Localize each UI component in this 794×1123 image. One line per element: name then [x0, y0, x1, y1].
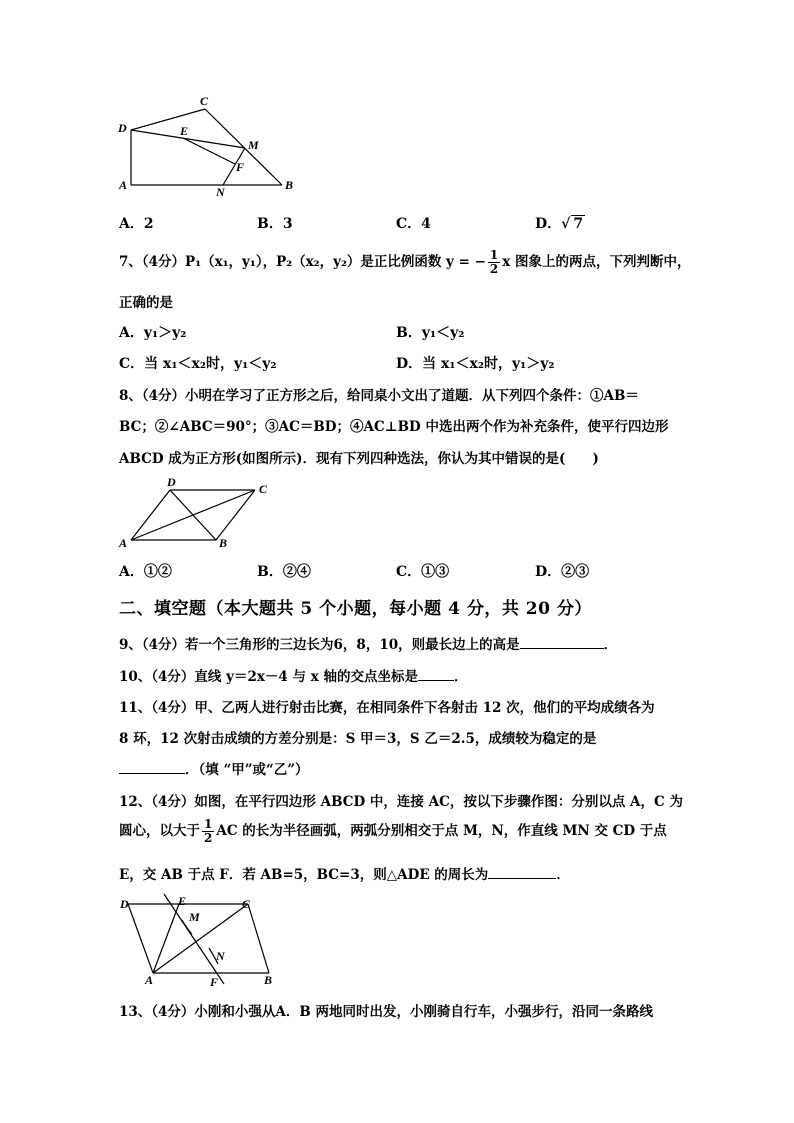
q11-line1: 11、（4分）甲、乙两人进行射击比赛，在相同条件下各射击 12 次，他们的平均成绩各为: [119, 700, 655, 716]
q12-line2-pre: 圆心，以大于: [119, 823, 200, 839]
q8-option-b[interactable]: B．②④: [257, 564, 311, 580]
q12-line1: 12、（4分）如图，在平行四边形 ABCD 中，连接 AC，按以下步骤作图：分别以点 A，C 为: [119, 794, 683, 810]
q8-line3: ABCD 成为正方形(如图所示)．现有下列四种选法，你认为其中错误的是( ): [119, 451, 599, 467]
q12-label-N: N: [216, 949, 225, 963]
q12-answer-blank[interactable]: [488, 866, 556, 879]
q6-label-D: D: [118, 121, 127, 135]
sqrt-icon: √: [561, 216, 571, 232]
q9-text: 9、（4分）若一个三角形的三边长为6，8，10，则最长边上的高是: [119, 637, 520, 653]
q7-line1: [119, 249, 691, 276]
q8-label-D: D: [167, 475, 176, 489]
q10-text: 10、（4分）直线 y＝2x－4 与 x 轴的交点坐标是: [119, 669, 418, 685]
q8-line1: 8、（4分）小明在学习了正方形之后，给同桌小文出了道题．从下列四个条件：①AB＝: [119, 388, 639, 404]
q10-answer-blank[interactable]: [418, 668, 454, 681]
q12-label-C: C: [242, 897, 251, 911]
q11-line2: 8 环，12 次射击成绩的方差分别是：S 甲＝3，S 乙＝2.5，成绩较为稳定的是: [119, 731, 597, 747]
q12-line3-text: E，交 AB 于点 F．若 AB=5，BC=3，则△ADE 的周长为: [119, 867, 489, 883]
q7-option-a[interactable]: A．y₁＞y₂: [119, 325, 187, 341]
q9-answer-blank[interactable]: [520, 636, 604, 649]
q12-label-A: A: [145, 973, 154, 987]
q9-end: ．: [603, 637, 618, 653]
q12-line2: [119, 818, 667, 845]
q7-line2: 正确的是: [119, 295, 173, 311]
q7-option-c[interactable]: C．当 x₁＜x₂时，y₁＜y₂: [119, 356, 277, 372]
q12-label-D: D: [120, 897, 129, 911]
q10-end: ．: [453, 669, 468, 685]
q6-figure: [110, 92, 310, 198]
q8-figure: [115, 474, 280, 554]
q7-line1-post: x 图象上的两点，下列判断中，: [502, 254, 691, 270]
q6-label-N: N: [216, 185, 225, 198]
q12-line-DA: [128, 904, 153, 973]
q12-label-B: B: [264, 973, 273, 987]
q6-option-c[interactable]: C．4: [396, 216, 431, 232]
q12-label-E: E: [178, 894, 187, 908]
q6-option-a[interactable]: A．2: [119, 216, 154, 232]
q13-line1: 13、（4分）小刚和小强从A．B 两地同时出发，小刚骑自行车，小强步行，沿同一条路线: [119, 1004, 654, 1020]
q6-label-F: F: [236, 160, 245, 174]
q12-frac-den: 2: [204, 831, 213, 845]
q7-fraction: [488, 249, 500, 276]
q6-option-b[interactable]: B．3: [257, 216, 293, 232]
q6-line-DC: [131, 109, 205, 130]
q8-option-a[interactable]: A．①②: [119, 564, 172, 580]
q7-line1-pre: 7、（4分）P₁（x₁，y₁），P₂（x₂，y₂）是正比例函数 y = −: [119, 254, 486, 270]
q7-option-b[interactable]: B．y₁＜y₂: [396, 325, 465, 341]
q7-option-d[interactable]: D．当 x₁＜x₂时，y₁＞y₂: [396, 356, 555, 372]
q12-line2-post: AC 的长为半径画弧，两弧分别相交于点 M，N，作直线 MN 交 CD 于点: [216, 823, 667, 839]
q12-label-F: F: [210, 975, 219, 989]
q12-line-CB: [248, 904, 269, 973]
q6-label-C: C: [200, 94, 209, 108]
q11-line3-end: ．（填 “甲”或“乙”）: [185, 762, 309, 778]
q6-option-d-prefix: D．: [535, 216, 562, 232]
q8-option-c[interactable]: C．①③: [396, 564, 450, 580]
q12-frac-num: 1: [204, 817, 213, 831]
q7-frac-num: 1: [489, 248, 499, 262]
q8-label-A: A: [119, 536, 128, 550]
q6-option-d-radicand: 7: [573, 216, 584, 232]
q12-figure: [112, 890, 292, 990]
q8-line-DB: [170, 490, 216, 540]
q11-answer-blank[interactable]: [119, 761, 185, 774]
q11-line3: [119, 758, 309, 778]
q6-label-E: E: [180, 124, 189, 138]
q12-line-AC: [153, 904, 248, 973]
q6-label-A: A: [119, 178, 128, 192]
q6-label-M: M: [248, 138, 259, 152]
q12-fraction: [202, 818, 214, 845]
q8-label-C: C: [259, 482, 268, 496]
q12-line-MN: [164, 894, 224, 984]
q9-line: [119, 633, 617, 653]
q8-label-B: B: [219, 536, 228, 550]
q12-line-AE: [153, 904, 179, 973]
q10-line: [119, 665, 467, 685]
q12-line3-end: ．: [556, 867, 570, 883]
q6-label-B: B: [285, 178, 294, 192]
q12-line3: [119, 863, 570, 883]
q8-line2: BC；②∠ABC＝90°；③AC＝BD；④AC⊥BD 中选出两个作为补充条件，使平行四边形: [119, 419, 669, 435]
q12-label-M: M: [189, 910, 200, 924]
section-title: 二、填空题（本大题共 5 个小题，每小题 4 分，共 20 分）: [119, 599, 592, 619]
q8-option-d[interactable]: D．②③: [535, 564, 590, 580]
q7-frac-den: 2: [489, 262, 499, 276]
q6-option-d[interactable]: [535, 213, 585, 233]
